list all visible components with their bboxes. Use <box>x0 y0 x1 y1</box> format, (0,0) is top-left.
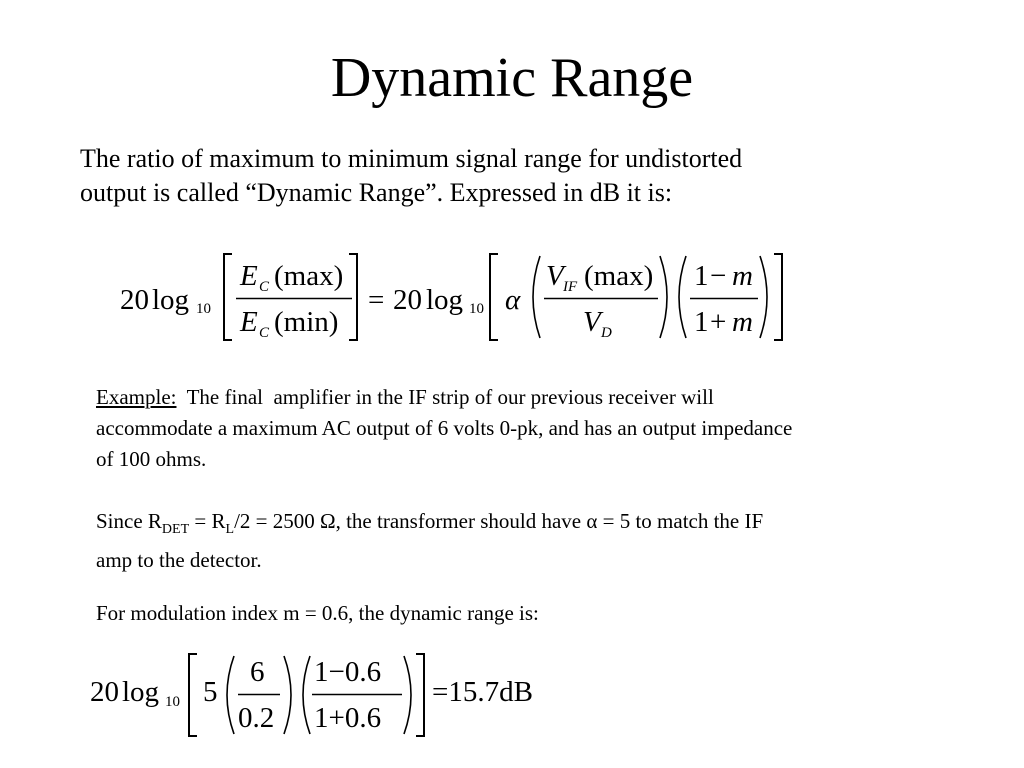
equals-sign: = <box>368 284 385 316</box>
example-text: The final amplifier in the IF strip of our previous receiver will <box>176 385 714 409</box>
log-base: 10 <box>196 301 211 317</box>
intro-paragraph <box>80 142 960 210</box>
ec-subscript: C <box>259 279 270 295</box>
since-rest: /2 = 2500 Ω, the transformer should have α = 5 to match the IF <box>234 509 764 533</box>
m-variable: m <box>732 306 753 338</box>
fraction-bar <box>544 297 658 301</box>
since-paragraph <box>96 506 976 576</box>
fraction-bar <box>312 693 402 697</box>
one: 1 <box>694 306 709 338</box>
fraction-bar <box>238 693 280 697</box>
right-bracket <box>772 252 786 342</box>
left-bracket <box>185 652 199 738</box>
ec-symbol: E <box>240 306 258 338</box>
left-paren <box>298 654 312 736</box>
right-bracket <box>414 652 428 738</box>
ec-subscript: C <box>259 325 270 341</box>
since-line: amp to the detector. <box>96 548 262 573</box>
example-line <box>96 382 976 413</box>
vd-subscript: D <box>601 325 612 341</box>
since-prefix: Since R <box>96 509 162 533</box>
modulation-line: For modulation index m = 0.6, the dynamic range is: <box>96 601 539 625</box>
v-symbol: V <box>583 306 601 338</box>
since-line <box>96 506 976 545</box>
example-paragraph <box>96 382 976 475</box>
right-paren <box>758 254 772 340</box>
coefficient: 20 <box>90 676 119 708</box>
log-base: 10 <box>469 301 484 317</box>
left-bracket <box>220 252 234 342</box>
ec-symbol: E <box>240 260 258 292</box>
example-label: Example: <box>96 385 177 409</box>
log-label: log <box>152 284 190 316</box>
intro-line: output is called “Dynamic Range”. Expressed in dB it is: <box>80 178 673 207</box>
plus-sign: + <box>710 306 727 338</box>
left-paren <box>674 254 688 340</box>
max-label: (max) <box>274 260 344 292</box>
intro-line: The ratio of maximum to minimum signal range for undistorted <box>80 144 743 173</box>
numerator: 6 <box>250 656 265 688</box>
log-label: log <box>122 676 160 708</box>
five: 5 <box>203 676 218 708</box>
denominator: 1+0.6 <box>314 702 382 734</box>
result: =15.7dB <box>432 676 533 708</box>
alpha-symbol: α <box>505 284 521 316</box>
log-label: log <box>426 284 464 316</box>
left-paren <box>222 654 236 736</box>
v-symbol: V <box>546 260 564 292</box>
right-bracket <box>347 252 361 342</box>
left-paren <box>528 254 542 340</box>
log-base: 10 <box>165 694 180 710</box>
rhs-coefficient: 20 <box>393 284 422 316</box>
one: 1 <box>694 260 709 292</box>
fraction-bar <box>690 297 758 301</box>
numerator: 1−0.6 <box>314 656 382 688</box>
right-paren <box>658 254 672 340</box>
vif-subscript: IF <box>563 279 578 295</box>
min-label: (min) <box>274 306 339 338</box>
example-line: accommodate a maximum AC output of 6 volts 0-pk, and has an output impedance <box>96 416 793 440</box>
det-subscript: DET <box>161 522 190 538</box>
right-paren <box>282 654 296 736</box>
denominator: 0.2 <box>238 702 275 734</box>
left-bracket <box>486 252 500 342</box>
slide-title: Dynamic Range <box>330 47 694 109</box>
minus-sign: − <box>710 260 727 292</box>
l-subscript: L <box>225 522 235 538</box>
fraction-bar <box>236 297 352 301</box>
since-mid: = R <box>189 509 226 533</box>
example-line: of 100 ohms. <box>96 447 207 471</box>
m-variable: m <box>732 260 753 292</box>
max-label: (max) <box>584 260 654 292</box>
lhs-coefficient: 20 <box>120 284 149 316</box>
